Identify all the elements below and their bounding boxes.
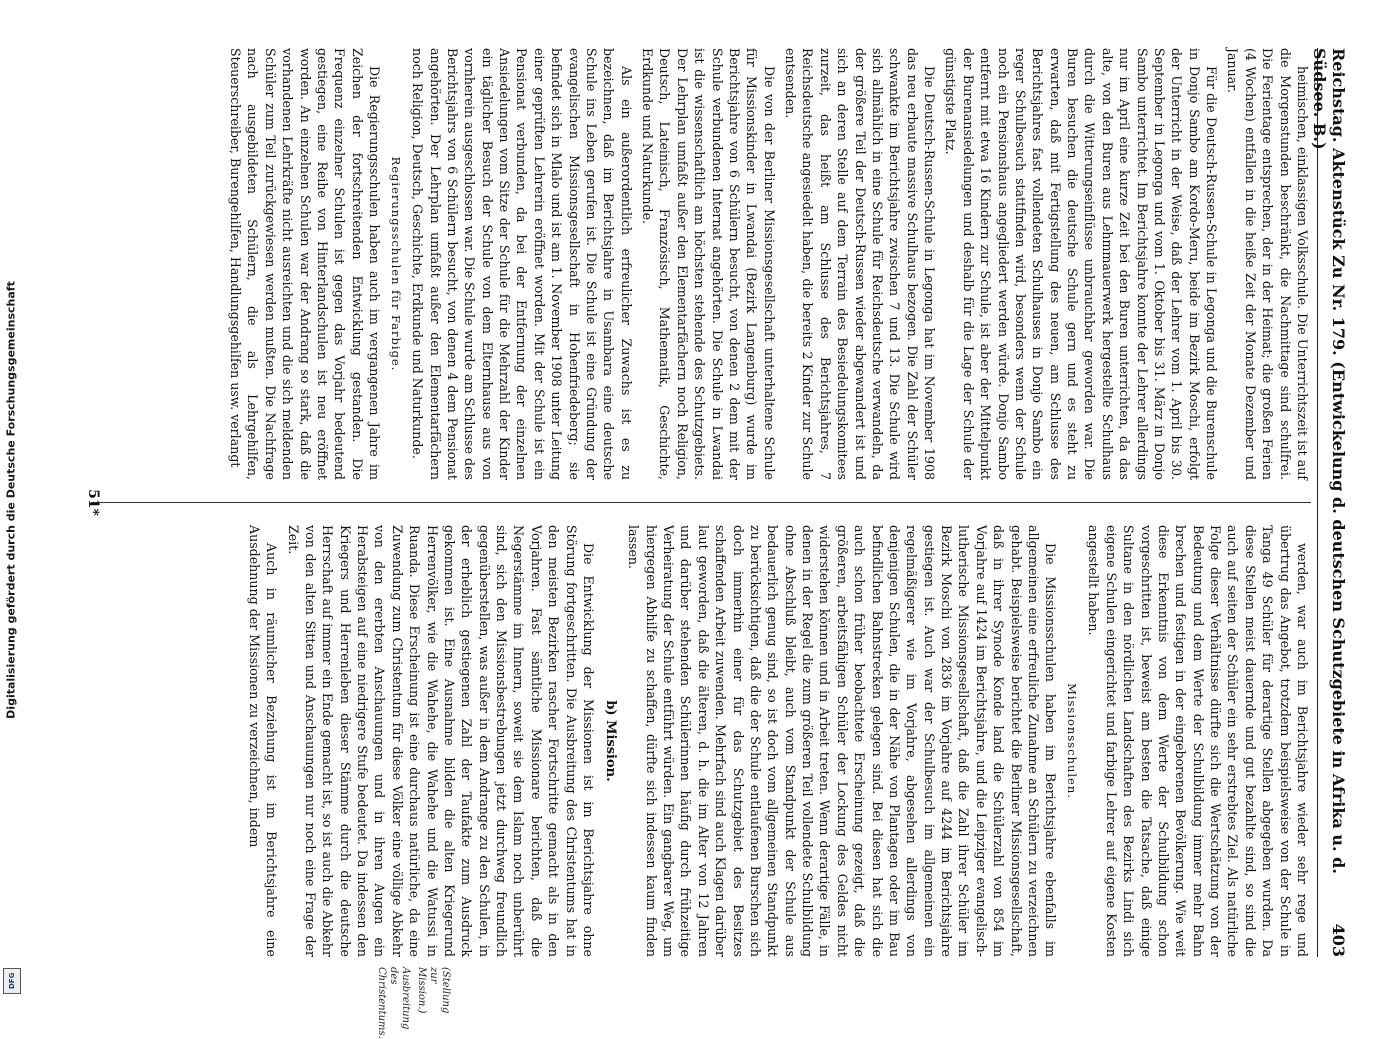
paragraph: Die Missionsschulen haben im Berichtsjahre ebenfalls im allgemeinen eine erfreuliche Zunahme an Schülern zu verzeichnen gehabt. Beispielsweise berichtet die Berliner Missionsgesellschaft, daß in ihrer Synode Konde land die Schülerzahl von 854 im Vorjahre auf 1424 im Berichtsjahre, und die Leipziger evangelisch-lutherische Missionsgesellschaft, daß die Zahl ihrer Schüler im Bezirk Moschi von 2836 im Vorjahre auf 4244 im Berichtsjahre gestiegen ist. Auch war der Schulbesuch im allgemeinen ein regelmäßigerer wie im Vorjahre, abgesehen allerdings von denjenigen Schulen, die in der Nähe von Plantagen oder im Bau befindlichen Bahnstrecken gelegen sind. Bei diesen hat sich die auch schon früher beobachtete Erscheinung gezeigt, daß die größeren, arbeitsfähigen Schüler der Lockung des Geldes nicht widerstehen können und in Arbeit treten. Wenn derartige Fälle, in denen in der Regel die zum größeren Teil vollendete Schulbildung ohne Abschluß bleibt, auch vom Standpunkt der Schule aus bedauerlich genug sind, so ist doch vom allgemeinen Standpunkt zu berücksichtigen, daß die der Schule entlaufenen Burschen sich doch immerhin einer für das Schutzgebiet des Besitzes schaffenden Arbeit zuwenden. Mehrfach sind auch Klagen darüber laut geworden, daß die älteren, d. h. die im Alter von 12 Jahren und darüber stehenden Schülerinnen häufig durch frühzeitige Verheiratung der Schule entführt würden. Ein gangbarer Weg, um hiergegen Abhilfe zu schaffen, dürfte sich indessen kaum finden lassen. xyxy=(626,525,1059,957)
paragraph: Die Entwicklung der Missionen ist im Berichtsjahre ohne Störung fortgeschritten. Die Ausbreitung des Christentums hat in den meisten Bezirken rascher Fortschritte gemacht als in den Vorjahren. Fast sämtliche Missionare berichten, daß die Negerstämme im Innern, soweit sie dem Islam noch unberührt sind, sich den Missionsbestrebungen jetzt durchweg freundlich gegenüberstellen, was außer in dem Andrange zu den Schulen, in der erheblich gestiegenen Zahl der Taufakte zum Ausdruck gekommen ist. Eine Ausnahme bilden die alten Kriegerund Herrenvölker, wie die Wahehe, die Wahehe und die Watussi in Ruanda. Diese Erscheinung ist eine durchaus natürliche, da eine Zuwendung zum Christentum für diese Völker eine völlige Abkehr von den ererbten Anschauungen und in ihren Augen ein Herabsteigen auf eine niedrigere Stufe bedeutet. Da indessen den Kriegers und Herrenleben dieser Stämme durch die deutsche Herrschaft auf immer ein Ende gemacht ist, so ist auch die Abkehr von den alten Sitten und Anschauungen nur noch eine Frage der Zeit. xyxy=(285,525,596,957)
text-columns xyxy=(91,48,1311,1039)
dfg-logo: DFG xyxy=(3,968,21,994)
margin-note: Ausbreitung des Christentums. xyxy=(376,967,411,1039)
right-column xyxy=(91,525,1311,1039)
section-heading-mission: b) Mission. xyxy=(602,700,618,782)
paragraph: Als ein außerordentlich erfreulicher Zuwachs ist es zu bezeichnen, daß im Berichtsjahre in Usambara eine deutsche Schule ins Leben gerufen ist. Die Schule ist eine Gründung der evangelischen Missionsgesellschaft in Hohenfriedeberg; sie befindet sich in Mlalo und ist am 1. November 1908 unter Leitung einer geprüften Lehrerin eröffnet worden. Mit der Schule ist ein Pensionat verbunden, da bei der Entfernung der einzelnen Ansiedelungen vom Sitze der Schule für die Mehrzahl der Kinder ein täglicher Besuch der Schule von dem Elternhause aus von vornherein ausgeschlossen war. Die Schule wurde am Schlusse des Berichtsjahrs von 6 Schülern besucht, von denen 4 dem Pensionat angehörten. Der Lehrplan umfaßt außer den Elementarfächern noch Religion, Deutsch, Geschichte, Erdkunde und Naturkunde. xyxy=(410,48,634,480)
paragraph: heimischen, einklassigen Volksschule. Die Unterrichtszeit ist auf die Morgenstunden beschränkt, die Nachmittage sind schulfrei. Die Ferientage entsprechen, der in der Heimat; die großen Ferien (4 Wochen) entfallen in die heiße Zeit der Monate Dezember und Januar. xyxy=(1225,48,1310,480)
header-title: Reichstag. Aktenstück Zu Nr. 179. (Entwickelung d. deutschen Schutzgebiete in Afrika u. d. Südsee. B.) xyxy=(1310,48,1348,874)
paragraph: Für die Deutsch-Russen-Schule in Legonga und die Burenschule in Donjo Sambo am Kordo-Meru, beide im Bezirk Moschi, erfolgt der Unterricht in der Weise, daß der Lehrer vom 1. April bis 30. September in Legonga und vom 1. Oktober bis 31. März in Donjo Sambo unterrichtet. Im Berichtsjahre konnte der Lehrer allerdings nur im April eine kurze Zeit bei den Buren unterrichten, da das alte, von den Buren aus Lehmmauerwerk hergestellte Schulhaus durch die Witterungseinflüsse unbrauchbar geworden war. Die Buren besuchen die deutsche Schule gern und es steht zu erwarten, daß mit Fertigstellung des neuen, am Schlusse des Berichtsjahres fast vollendeten Schulhauses in Donjo Sambo ein reger Schulbesuch stattfinden wird, besonders wenn der Schule noch ein Pensionshaus angegliedert werden würde. Donjo Sambo entfernt mit etwa 16 Kindern zur Schule, ist aber der Mittelpunkt der Burenansiedelungen und deshalb für die Lage der Schule der günstigste Platz. xyxy=(943,48,1220,480)
column-divider xyxy=(91,502,1311,503)
paragraph: Die Regierungsschulen haben auch im vergangenen Jahre im Zeichen der fortschreitenden Entwicklung gestanden. Die Frequenz einzelner Schulen ist gegen das Vorjahr bedeutend gestiegen, eine Reihe von Hinterlandschulen ist neu eröffnet worden. An einzelnen Schulen war der Andrang so stark, daß die vorhandenen Lehrkräfte nicht ausreichten und die sich meldenden Schüler zum Teil zurückgewiesen werden mußten. Die Nachfrage nach ausgebildeten Schülern, die als Lehrgehilfen, Steuerschreiber, Burengehilfen, Handlungsgehilfen usw. verlangt xyxy=(228,48,383,480)
credit-strip xyxy=(0,0,22,1000)
paragraph: Die von der Berliner Missionsgesellschaft unterhaltene Schule für Missionskinder in Lwandai (Bezirk Langenburg) wurde im Berichtsjahre von 6 Schülern besucht, von denen 2 dem mit der Schule verbundenen Internat angehörten. Die Schule in Lwandai ist die wissenschaftlich am höchsten stehende des Schutzgebiets. Der Lehrplan umfaßt außer den Elementarfächern noch Religion, Deutsch, Lateinisch, Französisch, Mathematik, Geschichte, Erdkunde und Naturkunde. xyxy=(640,48,777,480)
paragraph: werden, war auch im Berichtsjahre wieder sehr rege und übertrug das Angebot, trotzdem beispielsweise von der Schule in Tanga 49 Schüler für derartige Stellen abgegeben wurden. Da diese Stellen meist dauernde und gut bezahlte sind, so sind die auch auf seiten der Schüler ein sehr erstrebtes Ziel. Als natürliche Folge dieser Verhältnisse dürfte sich die Wertschätzung von der Bedeutung und dem Werte der Schulbildung immer mehr Bahn brechen und festigen in der eingeborenen Bevölkerung. Wie weit diese Erkenntnis von dem Werte der Schulbildung schon vorgeschritten ist, beweist am besten die Tatsache, daß einige Sultane in den nördlichen Landschaften des Bezirks Lindi sich eigene Schulen eingerichtet und farbige Lehrer auf eigene Kosten angestellt haben. xyxy=(1086,525,1310,957)
left-column xyxy=(91,48,1311,480)
section-subhead: Regierungsschulen für Farbige. xyxy=(388,156,403,372)
margin-note: (Stellung zur Mission.) xyxy=(416,967,451,1014)
section-subhead: Missionsschulen. xyxy=(1065,683,1080,799)
paragraph: Auch in räumlicher Beziehung ist im Berichtsjahre eine Ausdehnung der Missionen zu verzeichnen, indem xyxy=(246,525,280,957)
credit-text: Digitalisierung gefördert durch die Deutsche Forschungsgemeinschaft xyxy=(4,281,18,719)
page-number: 403 xyxy=(1329,923,1348,957)
paragraph: Die Deutsch-Russen-Schule in Legonga hat im November 1908 das neu erbaute massive Schulhaus bezogen. Die Zahl der Schüler schwankte im Berichtsjahre zwischen 7 und 13. Die Schule wird sich allmählich in eine Schule für Reichsdeutsche verwandeln, da der größere Teil der Deutsch-Russen wieder abgewandert ist und sich an deren Stelle auf dem Terrain des Besiedelungskomitees zurzeit, das heißt am Schlusse des Berichtsjahres, 7 Reichsdeutsche angesiedelt haben, die bereits 2 Kinder zur Schule entsenden. xyxy=(783,48,938,480)
signature-mark: 51* xyxy=(85,489,101,516)
page-header xyxy=(1310,48,1348,957)
page-content xyxy=(33,20,1358,1039)
document-page xyxy=(33,20,1358,1039)
